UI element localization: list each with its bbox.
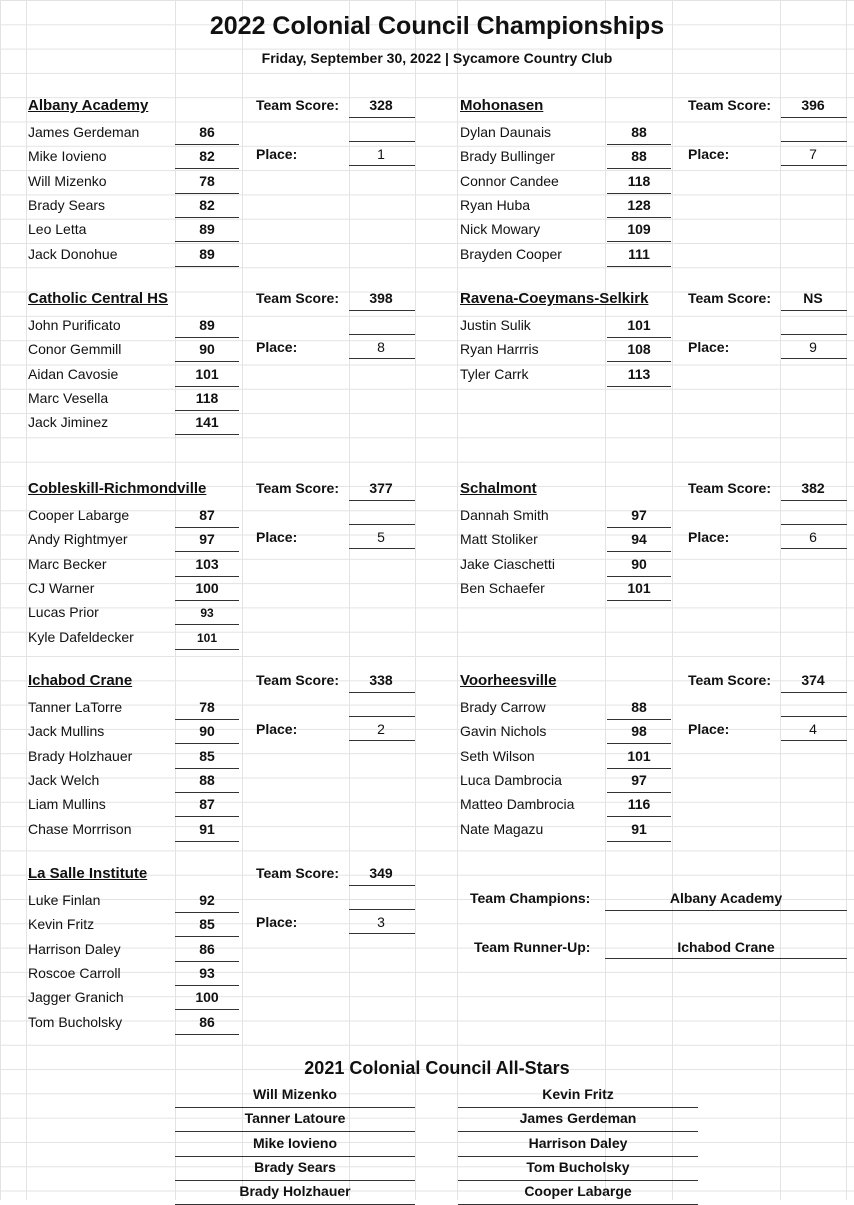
player-name: Jack Welch (28, 771, 100, 788)
allstar-name: Tom Bucholsky (458, 1156, 698, 1181)
team-score-underline (781, 310, 847, 311)
player-name: Cooper Labarge (28, 507, 130, 523)
player-score: 82 (199, 196, 215, 213)
team-champions-value: Albany Academy (669, 890, 783, 906)
place-label: Place: (688, 339, 730, 355)
player-name: Jack Jiminez (28, 414, 109, 431)
team-name: Ravena-Coeymans-Selkirk (460, 290, 649, 307)
player-score: 88 (199, 771, 215, 788)
grid-column-line (26, 0, 27, 1200)
team-name: Albany Academy (28, 97, 149, 114)
player-row (28, 410, 238, 434)
player-name: John Purificato (28, 317, 121, 333)
page-subtitle: Friday, September 30, 2022 | Sycamore Country Club (261, 50, 613, 66)
place-underline (781, 740, 847, 741)
allstar-name: Will Mizenko (175, 1083, 415, 1108)
player-name: Will Mizenko (28, 172, 107, 189)
player-score: 90 (199, 723, 215, 740)
blank-underline (781, 524, 847, 525)
player-row (28, 144, 238, 168)
place-value: 6 (809, 529, 817, 545)
team-score-value: 382 (801, 480, 825, 496)
player-score: 116 (627, 796, 651, 813)
player-row (28, 961, 238, 985)
player-row (460, 217, 670, 241)
team-name: Mohonasen (460, 97, 544, 114)
player-row (28, 217, 238, 241)
player-row (28, 719, 238, 743)
team-name: La Salle Institute (28, 865, 148, 882)
team-score-underline (781, 117, 847, 118)
player-row (460, 120, 670, 144)
player-name: Leo Letta (28, 221, 87, 238)
place-label: Place: (256, 914, 298, 930)
place-value: 9 (809, 339, 817, 355)
player-score: 85 (199, 916, 215, 933)
team-score-label: Team Score: (256, 97, 339, 113)
player-name: Matt Stoliker (460, 531, 538, 548)
place-label: Place: (256, 529, 298, 545)
team-score-value: 328 (369, 97, 393, 113)
team-score-underline (349, 885, 415, 886)
place-underline (349, 548, 415, 549)
player-score: 113 (627, 365, 651, 382)
place-label: Place: (688, 146, 730, 162)
player-score: 100 (195, 579, 219, 596)
player-score: 92 (199, 892, 215, 908)
player-row (28, 503, 238, 527)
player-name: Kyle Dafeldecker (28, 628, 134, 645)
team-score-label: Team Score: (256, 290, 339, 306)
player-name: Jake Ciaschetti (460, 555, 555, 572)
blank-underline (349, 524, 415, 525)
player-row (28, 792, 238, 816)
team-block (28, 864, 446, 1054)
player-score: 89 (199, 221, 215, 238)
player-row (460, 768, 670, 792)
player-score: 82 (199, 148, 215, 165)
player-score: 97 (631, 507, 647, 523)
player-name: Ben Schaefer (460, 579, 545, 596)
place-underline (349, 933, 415, 934)
player-name: Luca Dambrocia (460, 771, 562, 788)
team-champions-label: Team Champions: (470, 890, 591, 906)
player-score: 108 (627, 341, 651, 358)
player-row (28, 625, 238, 649)
player-name: Jack Mullins (28, 723, 105, 740)
player-name: Roscoe Carroll (28, 964, 121, 981)
player-name: Dylan Daunais (460, 124, 552, 140)
player-row (28, 313, 238, 337)
team-score-underline (781, 500, 847, 501)
team-block (460, 289, 854, 479)
player-name: Nate Magazu (460, 820, 544, 837)
player-row (460, 527, 670, 551)
team-name: Voorheesville (460, 672, 557, 689)
place-underline (781, 548, 847, 549)
player-row (28, 888, 238, 912)
player-row (460, 744, 670, 768)
player-score: 128 (627, 196, 651, 213)
player-row (460, 503, 670, 527)
team-block (460, 671, 854, 861)
player-score: 89 (199, 245, 215, 262)
player-score: 91 (631, 820, 647, 837)
blank-underline (349, 141, 415, 142)
player-row (460, 144, 670, 168)
team-score-value: 377 (369, 480, 393, 496)
blank-underline (349, 334, 415, 335)
player-score: 88 (631, 148, 647, 165)
player-row (460, 242, 670, 266)
player-score: 91 (199, 820, 215, 837)
blank-underline (349, 909, 415, 910)
player-score: 118 (195, 389, 219, 406)
team-score-label: Team Score: (688, 290, 771, 306)
player-row (28, 362, 238, 386)
player-score: 93 (200, 606, 214, 621)
player-name: Conor Gemmill (28, 341, 122, 358)
team-score-value: NS (803, 290, 823, 306)
place-underline (781, 358, 847, 359)
player-row (460, 695, 670, 719)
team-name: Catholic Central HS (28, 290, 169, 307)
allstars-title: 2021 Colonial Council All-Stars (304, 1058, 570, 1078)
player-row (28, 695, 238, 719)
team-score-value: 396 (801, 97, 825, 113)
player-name: Marc Becker (28, 555, 107, 572)
team-score-underline (349, 117, 415, 118)
place-value: 4 (809, 721, 817, 737)
player-row (28, 937, 238, 961)
blank-underline (781, 334, 847, 335)
place-value: 1 (377, 146, 385, 162)
team-score-label: Team Score: (256, 672, 339, 688)
player-row (460, 193, 670, 217)
player-row (28, 552, 238, 576)
player-row (28, 912, 238, 936)
allstar-name: Tanner Latoure (175, 1107, 415, 1132)
place-label: Place: (256, 721, 298, 737)
player-score: 103 (195, 555, 219, 572)
place-label: Place: (688, 529, 730, 545)
player-name: Tom Bucholsky (28, 1013, 123, 1030)
allstar-name: Cooper Labarge (458, 1180, 698, 1205)
place-underline (349, 165, 415, 166)
player-score: 90 (631, 555, 647, 572)
team-runnerup-label: Team Runner-Up: (474, 939, 591, 955)
team-score-value: 398 (369, 290, 393, 306)
player-name: Brady Holzhauer (28, 747, 133, 764)
player-score: 86 (199, 124, 215, 140)
team-name: Ichabod Crane (28, 672, 133, 689)
allstar-name: Brady Holzhauer (175, 1180, 415, 1205)
team-score-value: 349 (369, 865, 393, 881)
player-name: Aidan Cavosie (28, 365, 119, 382)
player-name: Chase Morrrison (28, 820, 132, 837)
player-score: 88 (631, 124, 647, 140)
player-score: 100 (195, 989, 219, 1006)
player-score: 90 (199, 341, 215, 358)
player-row (28, 768, 238, 792)
player-row (460, 817, 670, 841)
player-name: Dannah Smith (460, 507, 549, 523)
player-score: 89 (199, 317, 215, 333)
player-row (28, 120, 238, 144)
team-block (460, 96, 854, 286)
grid-column-line (457, 0, 458, 1200)
player-name: Kevin Fritz (28, 916, 95, 933)
player-score: 78 (199, 172, 215, 189)
player-row (460, 362, 670, 386)
player-name: Lucas Prior (28, 604, 99, 621)
player-row (460, 719, 670, 743)
player-score: 101 (627, 579, 651, 596)
player-name: Tanner LaTorre (28, 699, 123, 715)
team-name: Schalmont (460, 480, 537, 497)
player-name: Andy Rightmyer (28, 531, 128, 548)
team-score-label: Team Score: (688, 672, 771, 688)
blank-underline (781, 716, 847, 717)
allstar-name: Harrison Daley (458, 1132, 698, 1157)
player-row (28, 386, 238, 410)
player-name: Justin Sulik (460, 317, 531, 333)
player-name: Mike Iovieno (28, 148, 107, 165)
allstar-name: Brady Sears (175, 1156, 415, 1181)
page-title: 2022 Colonial Council Championships (209, 12, 665, 40)
team-block (28, 671, 446, 861)
player-name: Connor Candee (460, 172, 559, 189)
player-name: Ryan Huba (460, 196, 531, 213)
player-score: 101 (195, 365, 219, 382)
player-name: Ryan Harrris (460, 341, 539, 358)
player-name: Marc Vesella (28, 389, 109, 406)
player-row (28, 576, 238, 600)
player-score: 87 (199, 796, 215, 813)
player-name: Tyler Carrk (460, 365, 529, 382)
player-score: 118 (627, 172, 651, 189)
player-score: 101 (196, 630, 218, 645)
place-label: Place: (688, 721, 730, 737)
player-row (28, 744, 238, 768)
team-block (28, 289, 446, 479)
player-name: Liam Mullins (28, 796, 106, 813)
player-score: 86 (199, 1013, 215, 1030)
blank-underline (349, 716, 415, 717)
player-name: Seth Wilson (460, 747, 535, 764)
team-score-underline (349, 692, 415, 693)
player-row (28, 193, 238, 217)
player-row (28, 242, 238, 266)
champions-underline (605, 910, 847, 911)
blank-underline (781, 141, 847, 142)
player-score: 88 (631, 699, 647, 715)
team-score-value: 374 (801, 672, 825, 688)
player-score: 85 (199, 747, 215, 764)
place-value: 7 (809, 146, 817, 162)
allstar-name: Kevin Fritz (458, 1083, 698, 1108)
player-row (460, 313, 670, 337)
place-value: 8 (377, 339, 385, 355)
place-underline (349, 740, 415, 741)
place-value: 5 (377, 529, 385, 545)
player-name: Nick Mowary (460, 221, 541, 238)
player-row (28, 817, 238, 841)
player-score: 78 (199, 699, 215, 715)
team-name: Cobleskill-Richmondville (28, 480, 207, 497)
team-block (460, 479, 854, 669)
player-score: 111 (628, 245, 650, 262)
player-score: 141 (195, 414, 219, 431)
player-score: 101 (627, 317, 651, 333)
team-score-underline (349, 310, 415, 311)
team-score-label: Team Score: (688, 97, 771, 113)
place-label: Place: (256, 339, 298, 355)
team-score-value: 338 (369, 672, 393, 688)
player-score: 97 (631, 771, 647, 788)
place-underline (781, 165, 847, 166)
place-value: 2 (377, 721, 385, 737)
player-row (460, 576, 670, 600)
player-name: Luke Finlan (28, 892, 101, 908)
team-score-underline (781, 692, 847, 693)
team-block (28, 96, 446, 286)
player-name: Matteo Dambrocia (460, 796, 575, 813)
place-label: Place: (256, 146, 298, 162)
player-score: 109 (627, 221, 651, 238)
player-name: CJ Warner (28, 579, 95, 596)
player-name: Jagger Granich (28, 989, 124, 1006)
player-row (28, 600, 238, 624)
player-row (28, 527, 238, 551)
player-name: Harrison Daley (28, 940, 121, 957)
player-row (28, 985, 238, 1009)
player-score: 87 (199, 507, 215, 523)
player-name: Brayden Cooper (460, 245, 562, 262)
player-name: Brady Carrow (460, 699, 546, 715)
team-score-label: Team Score: (256, 865, 339, 881)
player-row (460, 552, 670, 576)
player-score: 94 (631, 531, 647, 548)
allstar-name: James Gerdeman (458, 1107, 698, 1132)
player-name: James Gerdeman (28, 124, 140, 140)
player-score: 98 (631, 723, 647, 740)
place-value: 3 (377, 914, 385, 930)
player-name: Brady Bullinger (460, 148, 555, 165)
player-row (460, 337, 670, 361)
player-name: Jack Donohue (28, 245, 118, 262)
player-score: 101 (627, 747, 651, 764)
player-score: 86 (199, 940, 215, 957)
team-runnerup-value: Ichabod Crane (677, 939, 775, 955)
player-row (28, 169, 238, 193)
allstar-name: Mike Iovieno (175, 1132, 415, 1157)
player-row (460, 792, 670, 816)
team-score-label: Team Score: (256, 480, 339, 496)
player-score: 97 (199, 531, 215, 548)
team-block (28, 479, 446, 669)
player-name: Gavin Nichols (460, 723, 547, 740)
place-underline (349, 358, 415, 359)
player-name: Brady Sears (28, 196, 106, 213)
runnerup-underline (605, 958, 847, 959)
player-score: 93 (199, 964, 215, 981)
player-row (28, 337, 238, 361)
team-score-label: Team Score: (688, 480, 771, 496)
player-row (28, 1010, 238, 1034)
player-row (460, 169, 670, 193)
team-score-underline (349, 500, 415, 501)
